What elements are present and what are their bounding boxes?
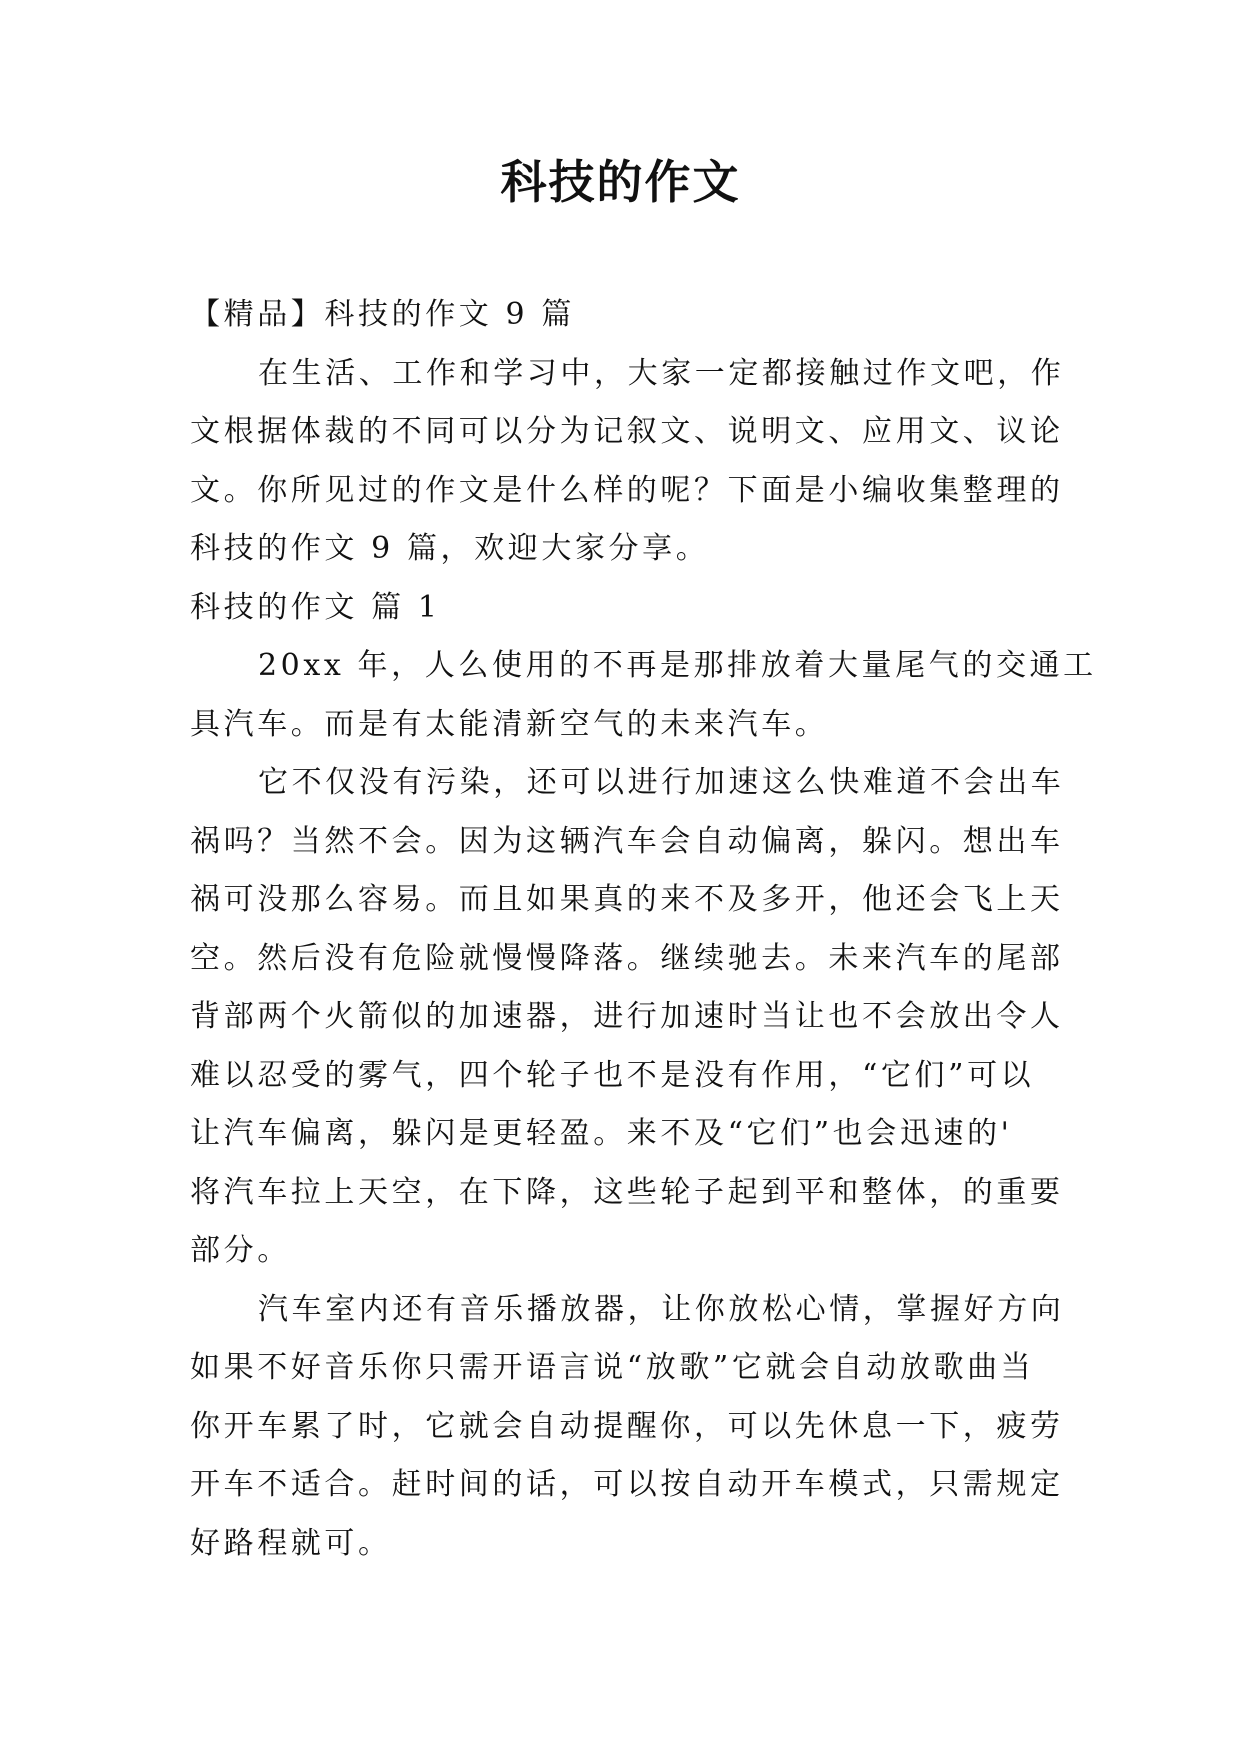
paragraph-line: 祸可没那么容易。而且如果真的来不及多开，他还会飞上天 bbox=[190, 882, 1064, 917]
paragraph-line: 汽车室内还有音乐播放器，让你放松心情，掌握好方向 bbox=[258, 1291, 1065, 1327]
document-body bbox=[190, 286, 1097, 1573]
intro-line: 科技的作文 9 篇，欢迎大家分享。 bbox=[190, 531, 710, 566]
paragraph-line: 具汽车。而是有太能清新空气的未来汽车。 bbox=[190, 706, 829, 742]
paragraph-line: 祸吗？当然不会。因为这辆汽车会自动偏离，躲闪。想出车 bbox=[190, 823, 1064, 859]
paragraph-line: 难以忍受的雾气，四个轮子也不是没有作用，“它们”可以 bbox=[190, 1057, 1035, 1093]
paragraph-line: 20xx 年，人么使用的不再是那排放着大量尾气的交通工 bbox=[258, 648, 1097, 683]
paragraph-line: 空。然后没有危险就慢慢降落。继续驰去。未来汽车的尾部 bbox=[190, 940, 1064, 976]
paragraph-line: 背部两个火箭似的加速器，进行加速时当让也不会放出令人 bbox=[190, 999, 1064, 1034]
paragraph-line: 你开车累了时，它就会自动提醒你，可以先休息一下，疲劳 bbox=[190, 1408, 1064, 1444]
intro-line: 文根据体裁的不同可以分为记叙文、说明文、应用文、议论 bbox=[190, 414, 1064, 449]
section-heading: 科技的作文 篇 1 bbox=[190, 589, 441, 625]
paragraph-line: 部分。 bbox=[190, 1233, 291, 1268]
document-subtitle: 【精品】科技的作文 9 篇 bbox=[190, 297, 575, 332]
intro-line: 在生活、工作和学习中，大家一定都接触过作文吧，作 bbox=[258, 355, 1065, 391]
paragraph-line: 让汽车偏离，躲闪是更轻盈。来不及“它们”也会迅速的' bbox=[190, 1116, 1013, 1151]
paragraph-line: 将汽车拉上天空，在下降，这些轮子起到平和整体，的重要 bbox=[190, 1174, 1064, 1210]
paragraph-line: 它不仅没有污染，还可以进行加速这么快难道不会出车 bbox=[258, 765, 1065, 800]
intro-line: 文。你所见过的作文是什么样的呢？下面是小编收集整理的 bbox=[190, 472, 1064, 508]
paragraph-line: 好路程就可。 bbox=[190, 1525, 392, 1561]
paragraph-line: 如果不好音乐你只需开语言说“放歌”它就会自动放歌曲当 bbox=[190, 1350, 1035, 1385]
document-title: 科技的作文 bbox=[500, 155, 741, 209]
paragraph-line: 开车不适合。赶时间的话，可以按自动开车模式，只需规定 bbox=[190, 1467, 1064, 1502]
